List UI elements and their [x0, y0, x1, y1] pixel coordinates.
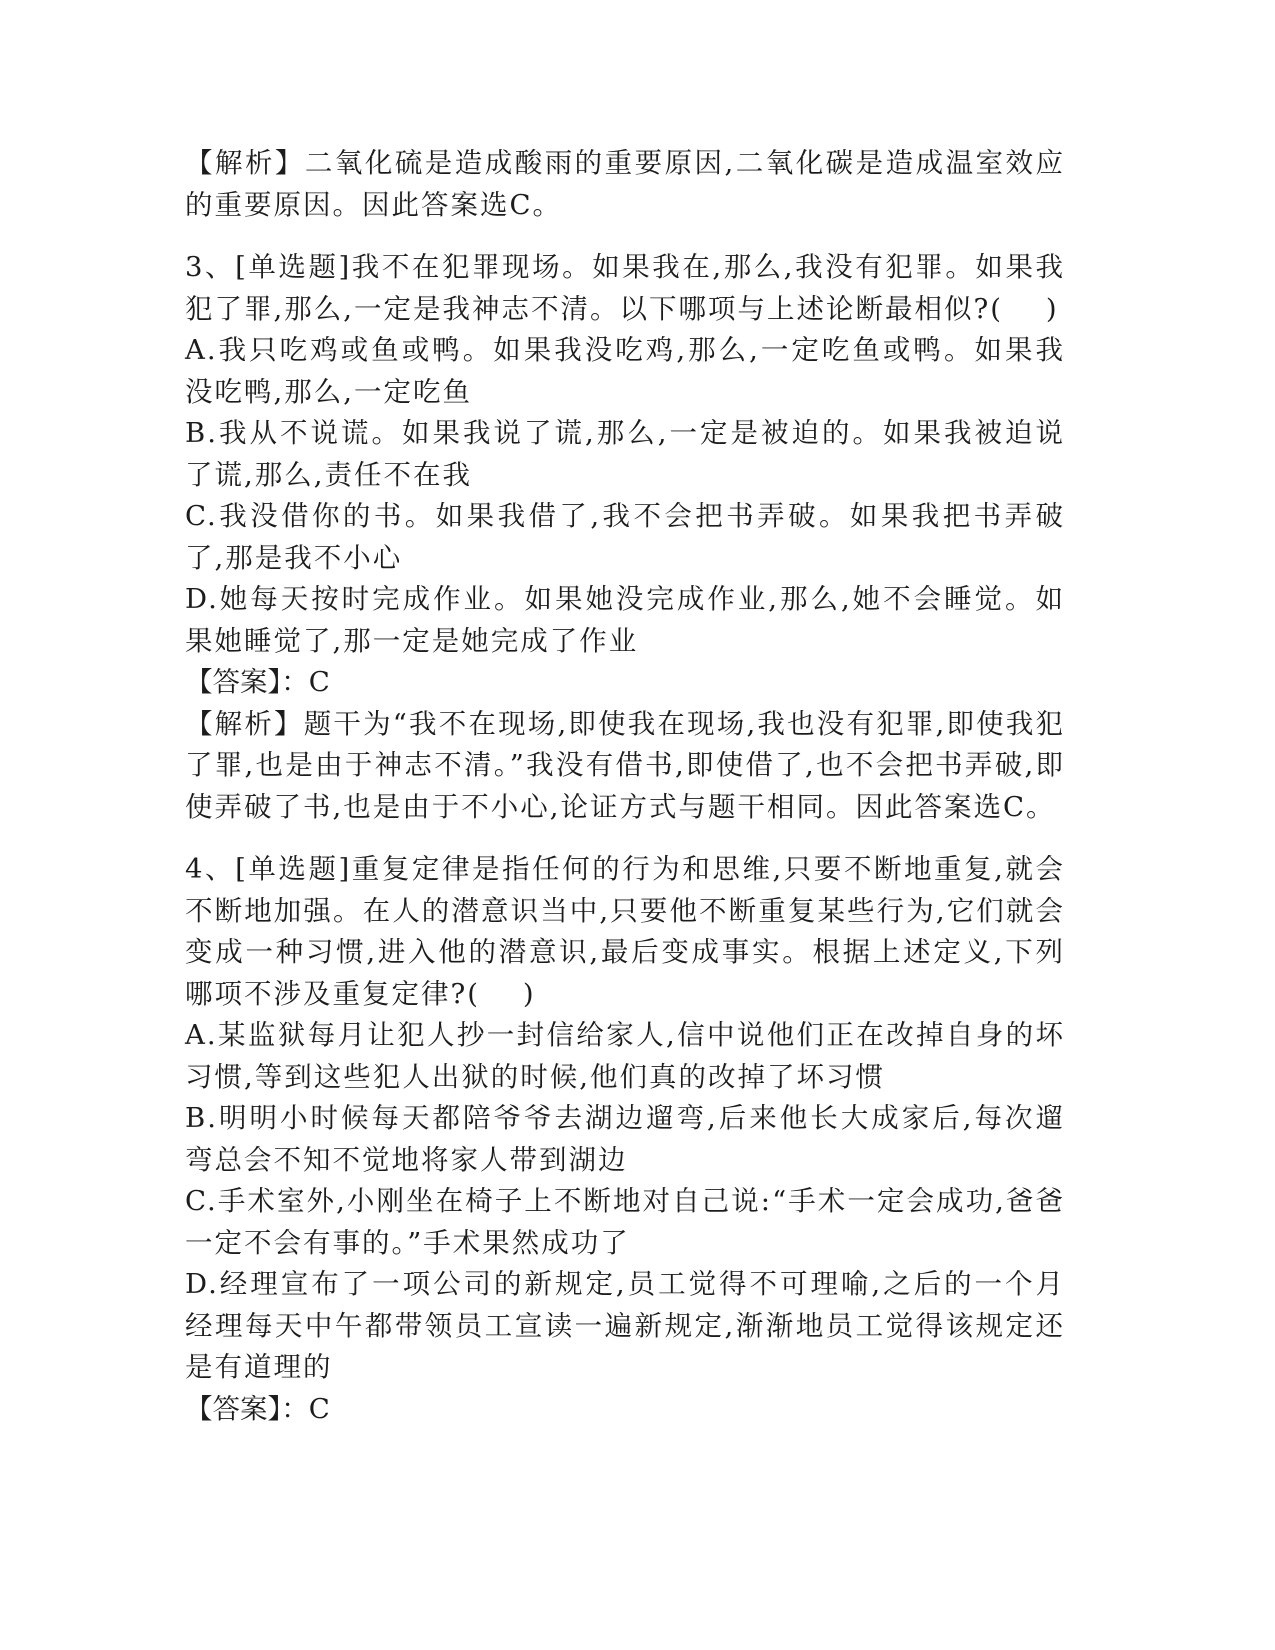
q3-analysis: 【解析】题干为“我不在现场,即使我在现场,我也没有犯罪,即使我犯了罪,也是由于神志不清。”我没有借书,即使借了,也不会把书弄破,即使弄破了书,也是由于不小心,论证方式与题干相同。因此答案选C。: [185, 707, 1065, 823]
q4-option-d: D.经理宣布了一项公司的新规定,员工觉得不可理喻,之后的一个月经理每天中午都带领员工宣读一遍新规定,渐渐地员工觉得该规定还是有道理的: [185, 1268, 1065, 1383]
q4-answer: 【答案】：C: [185, 1392, 330, 1425]
q4-question: 4、[单选题]重复定律是指任何的行为和思维,只要不断地重复,就会不断地加强。在人的潜意识当中,只要他不断重复某些行为,它们就会变成一种习惯,进入他的潜意识,最后变成事实。根据上述定义,下列哪项不涉及重复定律?( ): [185, 853, 1065, 1010]
q3-answer: 【答案】：C: [185, 666, 330, 698]
q3-option-a: A.我只吃鸡或鱼或鸭。如果我没吃鸡,那么,一定吃鱼或鸭。如果我没吃鸭,那么,一定吃鱼: [185, 334, 1065, 408]
q3-option-c: C.我没借你的书。如果我借了,我不会把书弄破。如果我把书弄破了,那是我不小心: [185, 500, 1065, 574]
q4-option-b: B.明明小时候每天都陪爷爷去湖边遛弯,后来他长大成家后,每次遛弯总会不知不觉地将家人带到湖边: [185, 1102, 1065, 1176]
q3-option-d: D.她每天按时完成作业。如果她没完成作业,那么,她不会睡觉。如果她睡觉了,那一定是她完成了作业: [185, 583, 1065, 657]
q2-analysis: 【解析】二氧化硫是造成酸雨的重要原因,二氧化碳是造成温室效应的重要原因。因此答案选C。: [185, 147, 1065, 221]
q4-option-a: A.某监狱每月让犯人抄一封信给家人,信中说他们正在改掉自身的坏习惯,等到这些犯人出狱的时候,他们真的改掉了坏习惯: [185, 1019, 1065, 1093]
page-content: [185, 143, 1065, 1430]
q3-option-b: B.我从不说谎。如果我说了谎,那么,一定是被迫的。如果我被迫说了谎,那么,责任不在我: [185, 417, 1065, 491]
q4-option-c: C.手术室外,小刚坐在椅子上不断地对自己说:“手术一定会成功,爸爸一定不会有事的。”手术果然成功了: [185, 1185, 1065, 1259]
q3-question: 3、[单选题]我不在犯罪现场。如果我在,那么,我没有犯罪。如果我犯了罪,那么,一定是我神志不清。以下哪项与上述论断最相似?( ): [185, 251, 1065, 325]
